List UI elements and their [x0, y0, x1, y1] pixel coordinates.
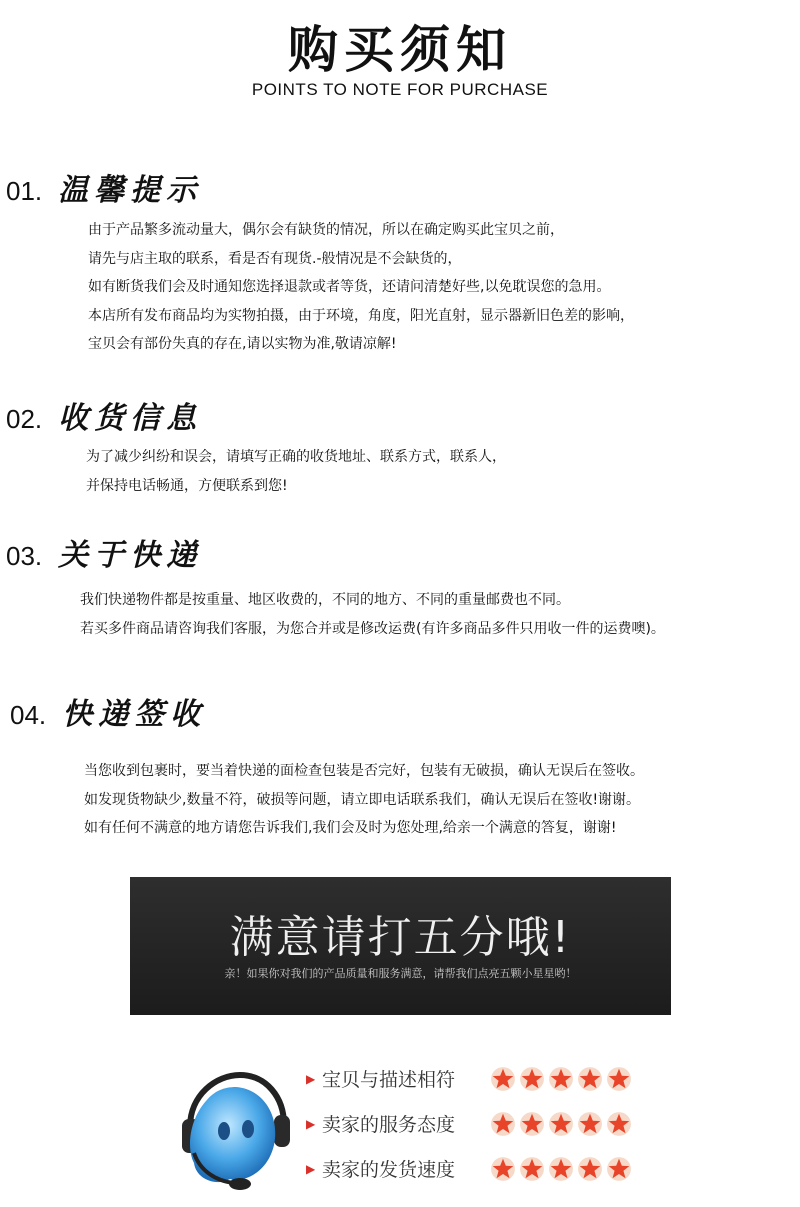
text-line: 我们快递物件都是按重量、地区收费的，不同的地方、不同的重量邮费也不同。 — [80, 592, 570, 608]
section-number: 03. — [6, 541, 43, 571]
star-icon[interactable] — [577, 1066, 603, 1092]
star-icon[interactable] — [548, 1111, 574, 1137]
triangle-arrow-icon: ▶ — [306, 1116, 316, 1131]
star-icon[interactable] — [490, 1156, 516, 1182]
page-subtitle: POINTS TO NOTE FOR PURCHASE — [251, 80, 549, 99]
rating-row-description — [306, 1065, 632, 1092]
section-number: 01. — [6, 176, 43, 206]
star-rating[interactable] — [490, 1111, 632, 1137]
section-body-shipping — [80, 586, 665, 643]
section-header-receiving — [6, 393, 202, 437]
section-title: 温馨提示 — [58, 173, 203, 208]
section-number: 04. — [10, 700, 47, 730]
star-icon[interactable] — [606, 1111, 632, 1137]
rating-row-delivery — [306, 1155, 632, 1182]
star-icon[interactable] — [606, 1156, 632, 1182]
text-line: 若买多件商品请咨询我们客服，为您合并或是修改运费(有许多商品多件只用收一件的运费噢)。 — [80, 620, 665, 637]
rating-label: 卖家的服务态度 — [322, 1114, 456, 1136]
star-icon[interactable] — [548, 1156, 574, 1182]
text-line: 并保持电话畅通，方便联系到您! — [86, 477, 288, 494]
section-title: 关于快递 — [58, 538, 203, 573]
text-line: 本店所有发布商品均为实物拍摄，由于环境，角度，阳光直射，显示器新旧色差的影响， — [88, 307, 634, 324]
rating-banner — [130, 877, 671, 1015]
text-line: 为了减少纠纷和误会，请填写正确的收货地址、联系方式，联系人， — [86, 449, 506, 465]
star-rating[interactable] — [490, 1066, 632, 1092]
rating-row-service — [306, 1110, 632, 1137]
banner-subtitle: 亲！如果你对我们的产品质量和服务满意，请帮我们点亮五颗小星星哟！ — [224, 967, 577, 980]
section-number: 02. — [6, 404, 43, 434]
text-line: 当您收到包裹时，要当着快递的面检查包装是否完好，包装有无破损，确认无误后在签收。 — [84, 763, 644, 779]
text-line: 如发现货物缺少,数量不符，破损等问题，请立即电话联系我们，确认无误后在签收!谢谢。 — [84, 791, 641, 808]
section-title: 收货信息 — [58, 401, 203, 436]
star-icon[interactable] — [519, 1066, 545, 1092]
text-line: 宝贝会有部份失真的存在,请以实物为准,敬请凉解! — [88, 336, 397, 352]
star-icon[interactable] — [577, 1111, 603, 1137]
section-body-receiving — [86, 443, 506, 500]
text-line: 请先与店主取的联系，看是否有现货.-般情况是不会缺货的， — [88, 250, 462, 267]
banner-title: 满意请打五分哦! — [229, 912, 572, 963]
section-body-signing — [84, 757, 644, 843]
star-icon[interactable] — [490, 1111, 516, 1137]
section-header-signing — [10, 689, 206, 733]
star-icon[interactable] — [548, 1066, 574, 1092]
triangle-arrow-icon: ▶ — [306, 1071, 316, 1086]
rating-label: 卖家的发货速度 — [322, 1159, 456, 1181]
section-header-shipping — [6, 530, 202, 574]
text-line: 如有任何不满意的地方请您告诉我们,我们会及时为您处理,给亲一个满意的答复，谢谢! — [84, 820, 617, 836]
section-header-tips — [6, 165, 202, 209]
triangle-arrow-icon: ▶ — [306, 1161, 316, 1176]
headset-mascot-icon — [176, 1067, 296, 1195]
star-icon[interactable] — [577, 1156, 603, 1182]
star-icon[interactable] — [490, 1066, 516, 1092]
star-rating[interactable] — [490, 1156, 632, 1182]
text-line: 如有断货我们会及时通知您选择退款或者等货，还请问清楚好些,以免耽误您的急用。 — [88, 279, 611, 295]
section-title: 快递签收 — [62, 697, 207, 732]
star-icon[interactable] — [606, 1066, 632, 1092]
page-title: 购买须知 — [288, 20, 512, 79]
text-line: 由于产品繁多流动量大，偶尔会有缺货的情况，所以在确定购买此宝贝之前， — [88, 222, 564, 238]
rating-label: 宝贝与描述相符 — [322, 1069, 456, 1091]
section-body-tips — [88, 216, 634, 359]
star-icon[interactable] — [519, 1156, 545, 1182]
star-icon[interactable] — [519, 1111, 545, 1137]
